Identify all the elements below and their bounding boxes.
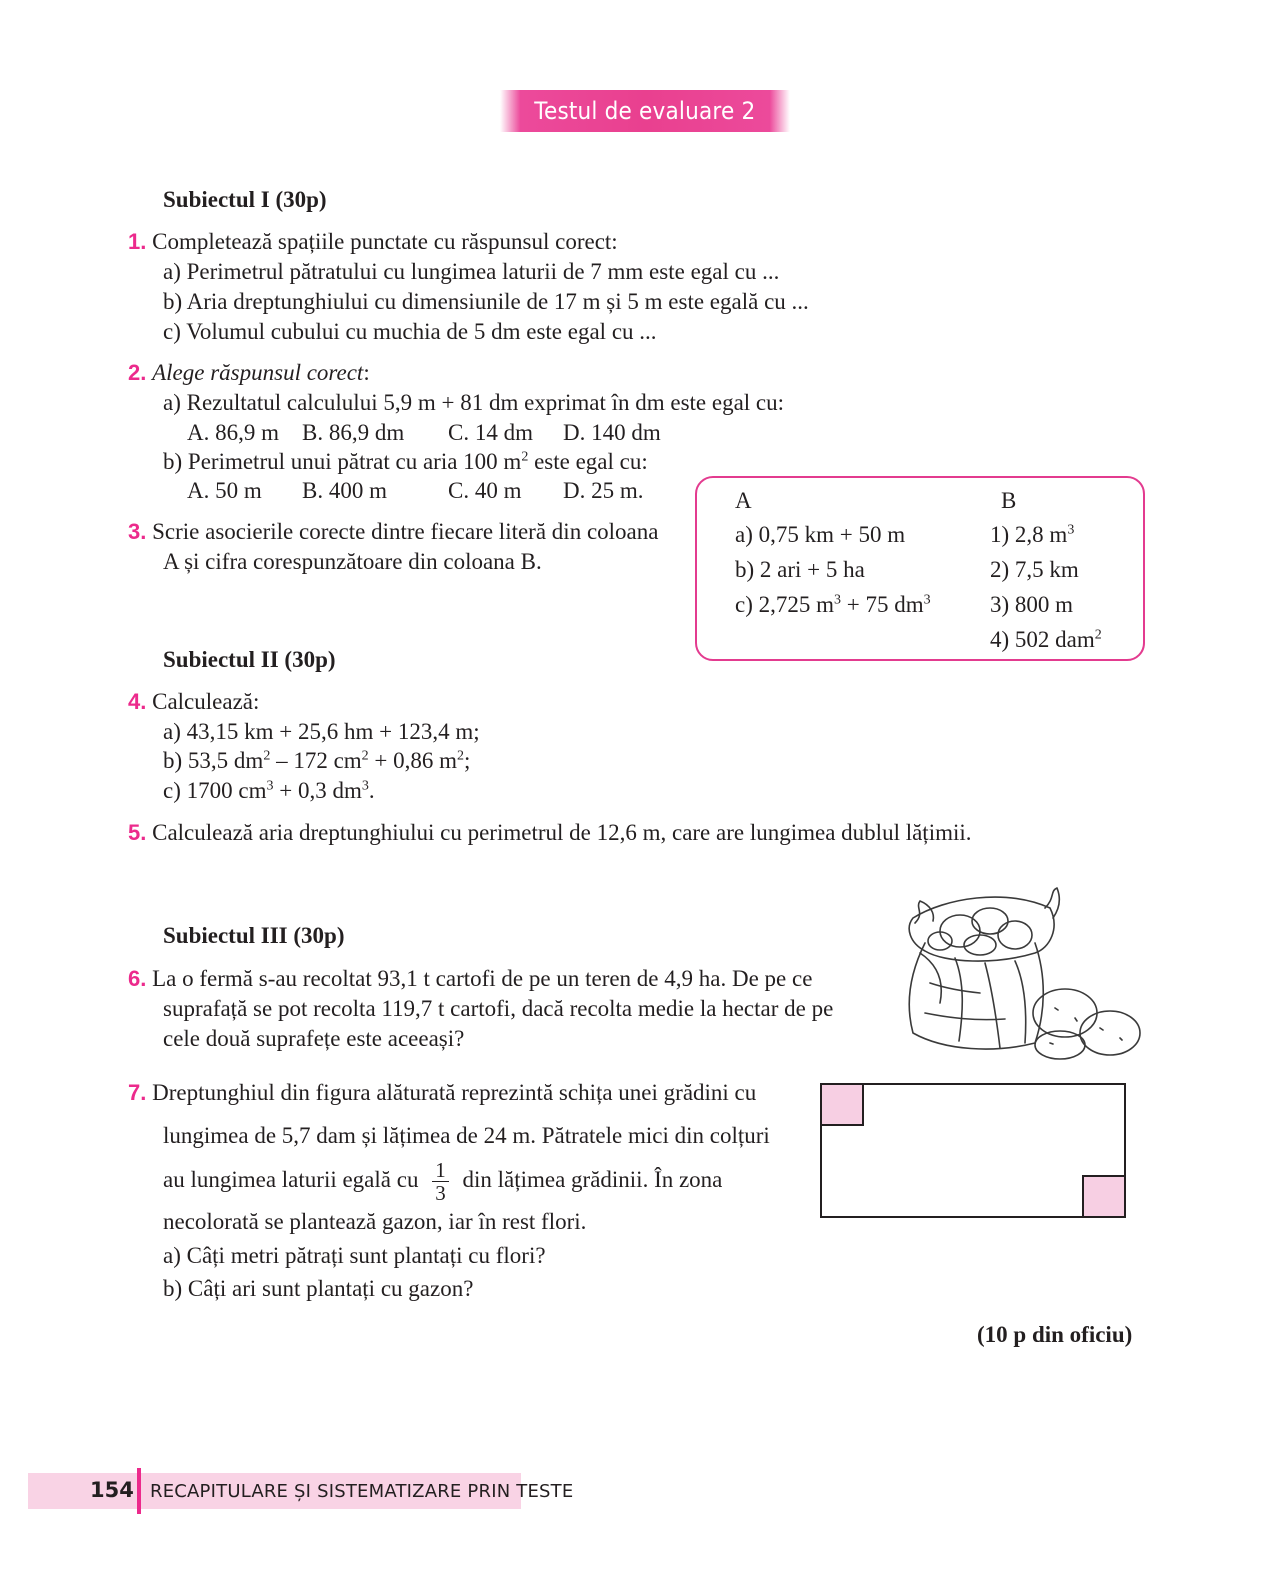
potato-sack-illustration xyxy=(885,883,1163,1063)
question-6-text-line3: cele două suprafețe este aceeași? xyxy=(163,1026,465,1051)
subject-3-heading: Subiectul III (30p) xyxy=(163,923,345,948)
question-number: 5. xyxy=(128,820,147,845)
question-2-b xyxy=(163,447,648,477)
question-5 xyxy=(128,818,972,848)
question-1-b: b) Aria dreptunghiului cu dimensiunile de 17 m și 5 m este egală cu ... xyxy=(163,289,809,314)
exponent: 3 xyxy=(834,592,842,608)
exponent: 3 xyxy=(361,778,369,794)
question-2-b-text-end: este egal cu: xyxy=(528,449,648,474)
question-1-text: Completează spațiile punctate cu răspunsul corect: xyxy=(152,229,618,254)
question-6-text-line1: La o fermă s-au recoltat 93,1 t cartofi de pe un teren de 4,9 ha. De pe ce xyxy=(152,966,813,991)
exponent: 2 xyxy=(457,748,465,764)
question-2-b-text: b) Perimetrul unui pătrat cu aria 100 m xyxy=(163,449,522,474)
term: b) 53,5 dm xyxy=(163,748,264,773)
question-2-a-option-b: B. 86,9 dm xyxy=(302,420,405,445)
term: . xyxy=(368,778,375,803)
question-1-c: c) Volumul cubului cu muchia de 5 dm este egal cu ... xyxy=(163,319,657,344)
term: c) 2,725 m xyxy=(735,592,835,617)
question-4 xyxy=(128,687,259,717)
question-6-text-line2: suprafață se pot recolta 119,7 t cartofi, dacă recolta medie la hectar de pe xyxy=(163,996,834,1021)
text-segment: au lungimea laturii egală cu xyxy=(163,1167,419,1192)
exponent: 2 xyxy=(361,748,369,764)
fraction-numerator: 1 xyxy=(432,1159,449,1182)
question-2-b-option-c: C. 40 m xyxy=(448,478,522,503)
exponent: 3 xyxy=(266,778,274,794)
question-7-a: a) Câți metri pătrați sunt plantați cu flori? xyxy=(163,1243,546,1268)
question-7-text-line3 xyxy=(163,1150,722,1210)
corner-square-bottom-right xyxy=(1082,1175,1126,1218)
exponent: 3 xyxy=(1067,522,1075,538)
term: c) 1700 cm xyxy=(163,778,267,803)
term: – 172 cm xyxy=(270,748,362,773)
question-number: 3. xyxy=(128,519,147,544)
title-banner xyxy=(500,90,790,132)
question-2-b-option-d: D. 25 m. xyxy=(563,478,644,503)
term: + 75 dm xyxy=(841,592,924,617)
column-b-item-3: 3) 800 m xyxy=(990,592,1074,617)
column-b-item-1 xyxy=(990,520,1074,550)
question-7-b: b) Câți ari sunt plantați cu gazon? xyxy=(163,1276,474,1301)
question-2-b-option-a: A. 50 m xyxy=(187,478,262,503)
column-a-item-b: b) 2 ari + 5 ha xyxy=(735,557,865,582)
question-number: 2. xyxy=(128,360,147,385)
question-4-c xyxy=(163,776,375,806)
question-3-text-line1: Scrie asocierile corecte dintre fiecare literă din coloana xyxy=(152,519,659,544)
question-number: 4. xyxy=(128,689,147,714)
question-number: 7. xyxy=(128,1080,147,1105)
column-b-header: B xyxy=(1001,488,1017,513)
footer-divider xyxy=(137,1468,141,1514)
subject-2-heading: Subiectul II (30p) xyxy=(163,647,336,672)
question-7 xyxy=(128,1078,756,1108)
corner-square-top-left xyxy=(820,1083,864,1126)
question-6 xyxy=(128,964,812,994)
column-a-item-a: a) 0,75 km + 50 m xyxy=(735,522,906,547)
footer-section-title: RECAPITULARE ȘI SISTEMATIZARE PRIN TESTE xyxy=(150,1481,574,1502)
question-2-a-option-a: A. 86,9 m xyxy=(187,420,279,445)
question-4-a: a) 43,15 km + 25,6 hm + 123,4 m; xyxy=(163,719,480,744)
page-number: 154 xyxy=(90,1478,134,1502)
column-a-item-c xyxy=(735,590,931,620)
question-7-text-line2: lungimea de 5,7 dam și lățimea de 24 m. Pătratele mici din colțuri xyxy=(163,1123,770,1148)
term: + 0,3 dm xyxy=(273,778,362,803)
question-4-b xyxy=(163,746,470,776)
question-2-text: Alege răspunsul corect xyxy=(152,360,364,385)
fraction-one-third xyxy=(432,1159,449,1204)
question-2-a-option-c: C. 14 dm xyxy=(448,420,533,445)
question-5-text: Calculează aria dreptunghiului cu perimetrul de 12,6 m, care are lungimea dublul lățimii. xyxy=(152,820,972,845)
question-1-a: a) Perimetrul pătratului cu lungimea laturii de 7 mm este egal cu ... xyxy=(163,259,780,284)
question-3 xyxy=(128,517,658,547)
question-2-colon: : xyxy=(363,360,370,385)
term: ; xyxy=(464,748,471,773)
question-2-a-option-d: D. 140 dm xyxy=(563,420,661,445)
question-2 xyxy=(128,358,370,388)
exponent: 2 xyxy=(1094,627,1102,643)
question-4-text: Calculează: xyxy=(152,689,260,714)
question-7-text-line4: necolorată se plantează gazon, iar în rest flori. xyxy=(163,1209,587,1234)
exponent: 2 xyxy=(263,748,271,764)
question-2-b-option-b: B. 400 m xyxy=(302,478,387,503)
subject-1-heading: Subiectul I (30p) xyxy=(163,187,327,212)
question-number: 1. xyxy=(128,229,147,254)
exponent: 3 xyxy=(923,592,931,608)
exponent: 2 xyxy=(521,449,529,465)
column-b-item-4 xyxy=(990,625,1102,655)
garden-rectangle-figure xyxy=(820,1083,1126,1218)
column-a-header: A xyxy=(735,488,752,513)
question-1 xyxy=(128,227,618,257)
question-number: 6. xyxy=(128,966,147,991)
question-2-a: a) Rezultatul calculului 5,9 m + 81 dm exprimat în dm este egal cu: xyxy=(163,390,785,415)
term: 4) 502 dam xyxy=(990,627,1095,652)
fraction-denominator: 3 xyxy=(435,1181,446,1206)
text-segment: din lățimea grădinii. În zona xyxy=(462,1167,723,1192)
term: 1) 2,8 m xyxy=(990,522,1068,547)
question-3-text-line2: A și cifra corespunzătoare din coloana B. xyxy=(163,549,542,574)
term: + 0,86 m xyxy=(368,748,458,773)
column-b-item-2: 2) 7,5 km xyxy=(990,557,1079,582)
bonus-points: (10 p din oficiu) xyxy=(977,1322,1133,1347)
question-7-text-line1: Dreptunghiul din figura alăturată reprezintă schița unei grădini cu xyxy=(152,1080,757,1105)
page-title: Testul de evaluare 2 xyxy=(534,97,756,125)
